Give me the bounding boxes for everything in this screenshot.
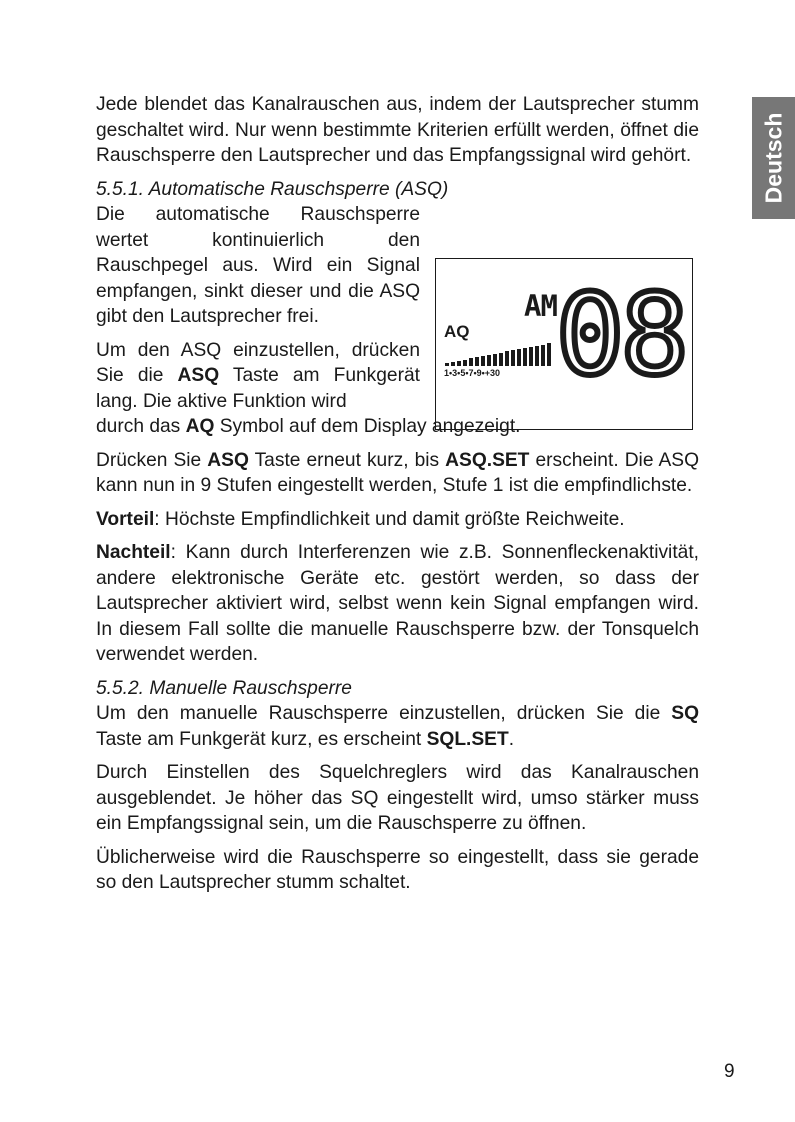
lcd-aq-indicator: AQ — [444, 322, 470, 341]
section-5-5-2-heading: 5.5.2. Manuelle Rauschsperre — [96, 677, 352, 699]
page-number: 9 — [724, 1061, 735, 1082]
squelch-description: Durch Einstellen des Squelchreglers wird das Kanalrauschen ausgeblendet. Je höher das SQ eingestellt wird, umso stärker muss ein Empfangssignal sein, um die Rauschsperre zu öffnen. — [96, 762, 699, 834]
signal-bar-segment — [481, 356, 485, 366]
signal-bar-segment — [529, 347, 533, 366]
squelch-usage: Üblicherweise wird die Rauschsperre so eingestellt, dass sie gerade so den Lautsprecher stumm schaltet. — [96, 846, 699, 893]
signal-bar-segment — [493, 354, 497, 366]
language-tab — [752, 97, 795, 219]
signal-bar-segment — [469, 358, 473, 366]
asq-instruction-part1: Um den ASQ einzustellen, drücken Sie die ASQ Taste am Funkgerät lang. Die aktive Funktion wird — [96, 339, 420, 412]
lcd-scale-label: 1•3•5•7•9•+30 — [444, 368, 501, 378]
lcd-mode-text: AM — [524, 289, 557, 323]
lcd-display-illustration — [435, 258, 693, 430]
signal-bar-segment — [487, 355, 491, 366]
signal-strength-meter — [445, 343, 551, 366]
signal-bar-segment — [457, 361, 461, 366]
signal-bar-segment — [511, 350, 515, 366]
signal-bar-segment — [499, 353, 503, 366]
lcd-channel-digits: 08 — [555, 269, 685, 401]
asq-instruction-part2: durch das AQ Symbol auf dem Display angezeigt. — [96, 416, 521, 437]
intro-paragraph: Jede blendet das Kanalrauschen aus, indem der Lautsprecher stumm geschaltet wird. Nur wenn bestimmte Kriterien erfüllt werden, öffnet die Rauschsperre den Lautsprecher und das Empfangssignal wird gehört. — [96, 94, 699, 166]
signal-bar-segment — [463, 360, 467, 366]
signal-bar-segment — [445, 363, 449, 366]
lcd-display-svg — [436, 259, 691, 428]
vorteil-paragraph: Vorteil: Höchste Empfindlichkeit und damit größte Reichweite. — [96, 508, 625, 530]
signal-bar-segment — [517, 349, 521, 366]
signal-bar-segment — [523, 348, 527, 366]
signal-bar-segment — [541, 345, 545, 366]
language-tab-label: Deutsch — [760, 112, 786, 204]
signal-bar-segment — [535, 346, 539, 366]
asq-set-paragraph: Drücken Sie ASQ Taste erneut kurz, bis ASQ.SET erscheint. Die ASQ kann nun in 9 Stufen eingestellt werden, Stufe 1 ist die empfindlichste. — [96, 449, 699, 496]
signal-bar-segment — [475, 357, 479, 366]
main-content — [96, 92, 699, 904]
signal-bar-segment — [451, 362, 455, 366]
sq-instruction: Um den manuelle Rauschsperre einzustellen, drücken Sie die SQ Taste am Funkgerät kurz, es erscheint SQL.SET. — [96, 703, 699, 750]
signal-bar-segment — [505, 351, 509, 366]
signal-bar-segment — [547, 343, 551, 366]
section-5-5-1-heading: 5.5.1. Automatische Rauschsperre (ASQ) — [96, 178, 449, 200]
asq-description: Die automatische Rauschsperre wertet kontinuierlich den Rauschpegel aus. Wird ein Signal empfangen, sinkt dieser und die ASQ gibt den Lautsprecher frei. — [96, 204, 420, 327]
nachteil-paragraph: Nachteil: Kann durch Interferenzen wie z.B. Sonnenfleckenaktivität, andere elektronische Geräte etc. gestört werden, so dass der Lautsprecher aktiviert wird, selbst wenn kein Signal empfangen wird. In diesem Fall sollte die manuelle Rauschsperre bzw. der Tonsquelch verwendet werden. — [96, 542, 699, 665]
